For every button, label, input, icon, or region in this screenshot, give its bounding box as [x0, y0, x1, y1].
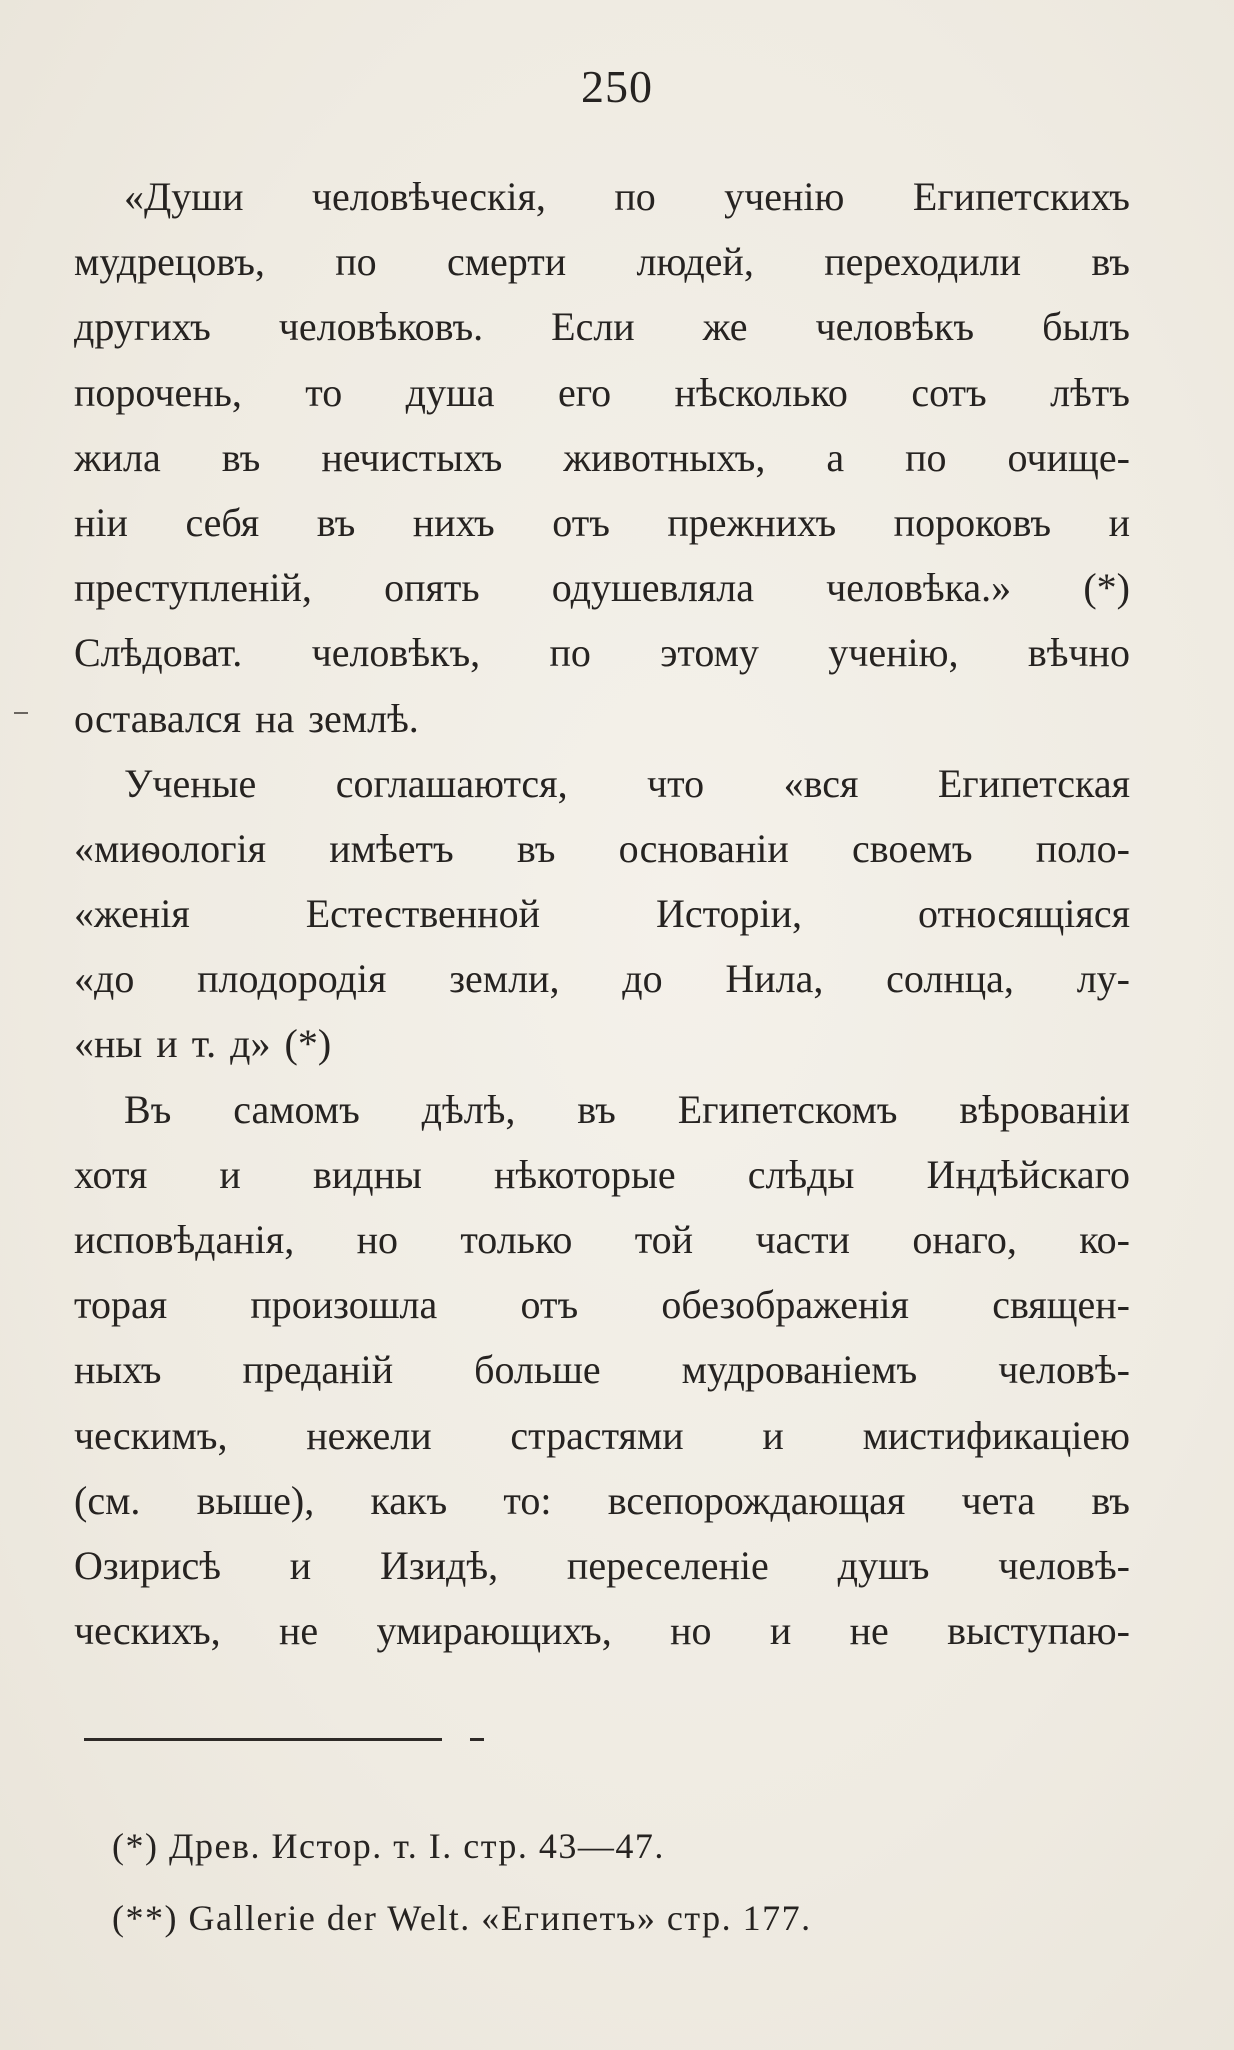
margin-mark [14, 712, 28, 714]
text-line: исповѣданія, но только той части онаго, ко- [74, 1217, 1130, 1262]
text-line: хотя и видны нѣкоторые слѣды Индѣйскаго [74, 1151, 1130, 1197]
text-line: ческимъ, нежели страстями и мистификаціею [74, 1412, 1130, 1458]
text-line: «Души человѣческія, по ученію Египетскихъ [124, 174, 1130, 219]
text-line: Ученые соглашаются, что «вся Египетская [124, 760, 1130, 806]
text-line: Въ самомъ дѣлѣ, въ Египетскомъ вѣрованіи [124, 1086, 1130, 1132]
body-text [74, 164, 1130, 1663]
text-line: «женія Естественной Исторіи, относящіяся [74, 891, 1130, 937]
text-line: Озирисѣ и Изидѣ, переселеніе душъ человѣ- [74, 1542, 1130, 1588]
text-line: ныхъ преданій больше мудрованіемъ человѣ- [74, 1347, 1130, 1393]
text-line: «до плодородія земли, до Нила, солнца, лу- [74, 956, 1130, 1002]
page-number: 250 [581, 61, 653, 112]
footnote-rule [84, 1738, 442, 1741]
footnote-1: (*) Древ. Истор. т. I. стр. 43—47. [112, 1826, 665, 1866]
text-line: «миѳологія имѣетъ въ основаніи своемъ поло- [74, 825, 1130, 871]
text-line: мудрецовъ, по смерти людей, переходили въ [74, 239, 1130, 285]
footnote-2: (**) Gallerie der Welt. «Египетъ» стр. 177. [112, 1898, 812, 1938]
text-line: (см. выше), какъ то: всепорождающая чета въ [74, 1477, 1130, 1523]
text-line: оставался на землѣ. [74, 695, 419, 741]
text-line: Слѣдоват. человѣкъ, по этому ученію, вѣчно [74, 630, 1130, 676]
text-line: порочень, то душа его нѣсколько сотъ лѣтъ [74, 369, 1130, 415]
text-line: торая произошла отъ обезображенія священ- [74, 1282, 1130, 1328]
text-line: жила въ нечистыхъ животныхъ, а по очище- [74, 434, 1130, 480]
text-line: другихъ человѣковъ. Если же человѣкъ былъ [74, 304, 1130, 350]
footnote-rule-tick [470, 1738, 484, 1741]
text-line: преступленій, опять одушевляла человѣка.» (*) [74, 565, 1130, 611]
text-line: ніи себя въ нихъ отъ прежнихъ пороковъ и [74, 499, 1130, 545]
text-line: ческихъ, не умирающихъ, но и не выступаю- [74, 1608, 1130, 1654]
footnotes [112, 1810, 1112, 1954]
text-line: «ны и т. д» (*) [74, 1021, 332, 1067]
